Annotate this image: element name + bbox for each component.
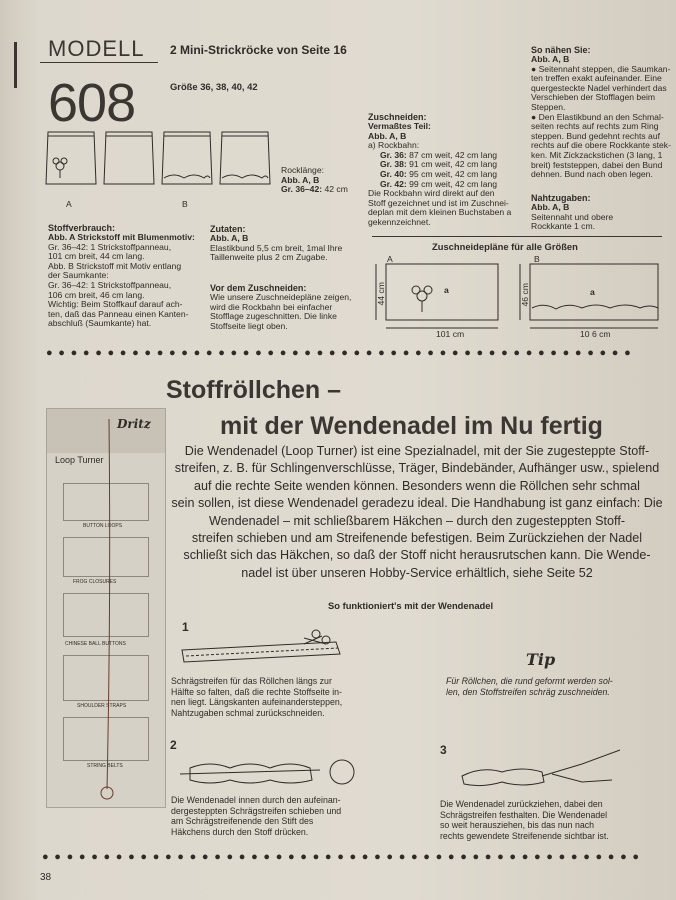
stoffverbrauch-title: Stoffverbrauch: — [48, 223, 116, 233]
text-line: Abb. B Strickstoff mit Motiv entlang — [48, 260, 182, 271]
intro-line: streifen schieben und am Streifenende befestigen. Beim Zurückziehen der Nadel — [191, 531, 643, 546]
text-line: Stofflage zugeschnitten. Die linke — [210, 311, 337, 322]
sizes: Größe 36, 38, 40, 42 — [170, 81, 258, 92]
text-line: quergesteckte Nadel verhindert das — [531, 82, 667, 93]
text-line: ten, daß das Panneau einen Kanten- — [48, 308, 189, 319]
intro-line: auf die rechte Seite wenden können. Besonders wenn die Röllchen sehr schmal — [194, 478, 640, 493]
text-line: Stoff gezeichnet und ist im Zuschnei- — [368, 197, 509, 208]
text-line: Abb. A Strickstoff mit Blumenmotiv: — [48, 232, 195, 242]
step-1-number: 1 — [182, 620, 189, 634]
size-label: Gr. 42: — [380, 178, 407, 189]
text-line: der Saumkante: — [48, 270, 109, 281]
plan-b-piece: a — [590, 287, 595, 297]
rocklaenge-value: 42 cm — [324, 184, 348, 195]
intro-line: sein sollen, ist diese Wendenadel geradezu ideal. Die Handhabung ist ganz einfach: Die — [171, 496, 663, 511]
text-line: wird die Rockbahn bei einfacher — [210, 301, 333, 312]
plan-a-label: A — [387, 254, 393, 264]
plan-a-width: 101 cm — [436, 329, 465, 339]
size-text: 95 cm weit, 42 cm lang — [409, 168, 498, 179]
size-text: 87 cm weit, 42 cm lang — [409, 149, 498, 160]
step-2-caption — [171, 795, 361, 837]
caption-line: Die Wendenadel innen durch den aufeinan- — [171, 795, 341, 805]
divider — [372, 236, 662, 237]
package-label: FROG CLOSURES — [73, 579, 117, 585]
step-2-illustration — [170, 750, 370, 794]
modell-label: MODELL — [48, 36, 145, 61]
text-line: ● Seitennaht steppen, die Saumkan- — [531, 63, 671, 74]
plan-b-label: B — [534, 254, 540, 264]
skirt-sketches — [44, 126, 274, 192]
loop-turner-package — [46, 408, 166, 808]
plan-b-height: 46 cm — [519, 283, 530, 307]
caption-line: Schrägstreifen festhalten. Die Wendenadel — [440, 809, 608, 820]
caption-line: dergesteppten Schrägstreifen schieben und — [171, 805, 342, 816]
text-line: Stoffseite liegt oben. — [210, 320, 288, 331]
article-title-line1: Stoffröllchen – — [166, 376, 342, 404]
caption-line: Die Wendenadel zurückziehen, dabei den — [440, 799, 603, 809]
text-line: Wie unsere Zuschneidepläne zeigen, — [210, 292, 352, 302]
text-line: Die Rockbahn wird direkt auf den — [368, 188, 495, 199]
tip-line: Für Röllchen, die rund geformt werden sol- — [446, 676, 613, 686]
text-line: gekennzeichnet. — [368, 216, 431, 227]
page-number: 38 — [40, 872, 52, 883]
plan-b-width: 10 6 cm — [580, 329, 611, 339]
vor-dem-zuschneiden-title: Vor dem Zuschneiden: — [210, 283, 307, 293]
caption-line: am Schrägstreifenende den Stift des — [171, 816, 314, 827]
caption-line: Hälfte so falten, daß die rechte Stoffseite in- — [171, 686, 342, 697]
zutaten-block — [210, 224, 360, 263]
nahtzugaben-abb: Abb. A, B — [531, 202, 570, 212]
text-line: Wichtig: Beim Stoffkauf darauf ach- — [48, 299, 183, 310]
text-line: steppen. Bund gedehnt rechts auf — [531, 130, 661, 141]
loop-turner-wire — [47, 409, 165, 807]
zuschneiden-abb: Abb. A, B — [368, 130, 407, 141]
zutaten-abb: Abb. A, B — [210, 233, 249, 243]
stoffverbrauch-block — [48, 223, 198, 329]
intro-line: schließt sich das Häkchen, so daß der Stoff nicht herausrutschen kann. Die Wende- — [183, 548, 651, 563]
figure-label-b: B — [182, 199, 188, 209]
rocklaenge-size: Gr. 36–42: — [281, 184, 323, 195]
zuschneiden-block — [368, 112, 518, 228]
so-naehen-abb: Abb. A, B — [531, 54, 570, 64]
text-line: ● Den Elastikbund an den Schmal- — [531, 111, 664, 122]
intro-line: nadel ist über unseren Hobby-Service erhältlich, siehe Seite 52 — [241, 565, 593, 580]
tip-label: Tip — [526, 650, 556, 669]
text-line: seiten rechts auf rechts zum Ring — [531, 121, 659, 132]
plan-a-piece: a — [444, 285, 449, 295]
nahtzugaben-block — [531, 193, 676, 232]
text-line: deplan mit dem kleinen Buchstaben a — [368, 207, 512, 218]
text-line: Gr. 36–42: 1 Strickstoffpanneau, — [48, 241, 172, 252]
rocklaenge-block — [281, 166, 348, 195]
text-line: ten treffen exakt aufeinander. Eine — [531, 73, 662, 84]
text-line: Seitennaht und obere — [531, 211, 614, 222]
package-label: STRING BELTS — [87, 763, 123, 769]
package-label: CHINESE BALL BUTTONS — [65, 641, 126, 647]
tip-text — [446, 676, 671, 697]
plan-a-height: 44 cm — [375, 282, 386, 306]
caption-line: nen liegt. Längskanten aufeinandersteppen, — [171, 697, 343, 708]
package-label: SHOULDER STRAPS — [77, 703, 127, 709]
step-1-caption — [171, 676, 396, 718]
text-line: ken. Mit Zickzackstichen (3 lang, 1 — [531, 149, 663, 160]
intro-line: Die Wendenadel (Loop Turner) ist eine Spezialnadel, mit der Sie zugesteppte Stoff- — [184, 444, 650, 458]
nahtzugaben-title: Nahtzugaben: — [531, 193, 591, 203]
divider — [40, 62, 158, 63]
size-text: 99 cm weit, 42 cm lang — [409, 178, 498, 189]
package-brand: Dritz — [117, 417, 151, 431]
text-line: Verschieben der Stofflagen beim — [531, 92, 656, 103]
zuschneiden-item: a) Rockbahn: — [368, 140, 420, 151]
dot-separator: ● ● ● ● ● ● ● ● ● ● ● ● ● ● ● ● ● ● ● ● ● ● ● ● ● ● ● ● ● ● ● ● ● ● ● ● ● ● ● ● ● ● ● ● ● ● ● ● ● — [42, 853, 641, 861]
intro-line: Wendenadel – mit schließbarem Häkchen – durch den zugesteppten Stoff- — [208, 513, 626, 528]
margin-mark — [14, 42, 37, 88]
tip-line: len, den Stoffstreifen schräg zuschneiden. — [446, 686, 610, 697]
zutaten-title: Zutaten: — [210, 224, 246, 234]
text-line: Taillenweite plus 2 cm Zugabe. — [210, 252, 328, 263]
zuschneiden-subtitle: Vermaßtes Teil: — [368, 121, 431, 131]
caption-line: Nahtzugaben schmal zurückschneiden. — [171, 707, 325, 718]
text-line: Gr. 36–42: 1 Strickstoffpanneau, — [48, 279, 172, 290]
size-label: Gr. 38: — [380, 159, 407, 170]
article-intro — [164, 443, 670, 582]
package-product: Loop Turner — [55, 455, 104, 465]
text-line: abschluß (Saumkante) hat. — [48, 318, 152, 329]
package-label: BUTTON LOOPS — [83, 523, 123, 529]
text-line: 101 cm breit, 44 cm lang. — [48, 251, 145, 262]
article-title-line2: mit der Wendenadel im Nu fertig — [220, 412, 603, 440]
intro-line: streifen, z. B. für Schlingenverschlüsse, Träger, Bindebänder, Aufhänger usw., spielend — [174, 461, 660, 476]
so-naehen-title: So nähen Sie: — [531, 45, 591, 55]
rocklaenge-title: Rocklänge: — [281, 165, 324, 175]
model-number: 608 — [48, 73, 136, 133]
how-title: So funktioniert's mit der Wendenadel — [328, 600, 494, 611]
figure-label-a: A — [66, 199, 72, 209]
text-line: breit) feststeppen, dabei den Bund — [531, 159, 663, 170]
caption-line: so weit herausziehen, bis das nun nach — [440, 820, 595, 831]
step-2-number: 2 — [170, 738, 177, 752]
caption-line: Schrägstreifen für das Röllchen längs zur — [171, 676, 332, 686]
headline: 2 Mini-Strickröcke von Seite 16 — [170, 43, 347, 57]
text-line: Steppen. — [531, 101, 566, 112]
text-line: rechts auf die obere Rockkante stek- — [531, 140, 671, 151]
caption-line: rechts gewendete Streifenende sichtbar ist. — [440, 830, 609, 841]
zuschneiden-title: Zuschneiden: — [368, 112, 427, 122]
step-1-illustration — [176, 620, 356, 670]
step-3-caption — [440, 799, 640, 841]
zuschneideplaene-title: Zuschneidepläne für alle Größen — [432, 241, 578, 252]
dot-separator: ● ● ● ● ● ● ● ● ● ● ● ● ● ● ● ● ● ● ● ● ● ● ● ● ● ● ● ● ● ● ● ● ● ● ● ● ● ● ● ● ● ● ● ● ● ● ● ● — [46, 349, 633, 357]
text-line: 106 cm breit, 46 cm lang. — [48, 289, 145, 300]
step-3-number: 3 — [440, 743, 447, 757]
size-text: 91 cm weit, 42 cm lang — [409, 159, 498, 170]
vor-dem-zuschneiden-block — [210, 283, 360, 331]
text-line: dehnen. Bund nach oben legen. — [531, 169, 653, 180]
caption-line: Häkchens durch den Stoff drücken. — [171, 826, 309, 837]
text-line: Elastikbund 5,5 cm breit, 1mal Ihre — [210, 242, 343, 253]
size-label: Gr. 36: — [380, 149, 407, 160]
step-3-illustration — [452, 746, 632, 796]
size-label: Gr. 40: — [380, 168, 407, 179]
text-line: Rockkante 1 cm. — [531, 221, 595, 232]
rocklaenge-abb: Abb. A, B — [281, 174, 320, 185]
so-naehen-block — [531, 45, 676, 180]
